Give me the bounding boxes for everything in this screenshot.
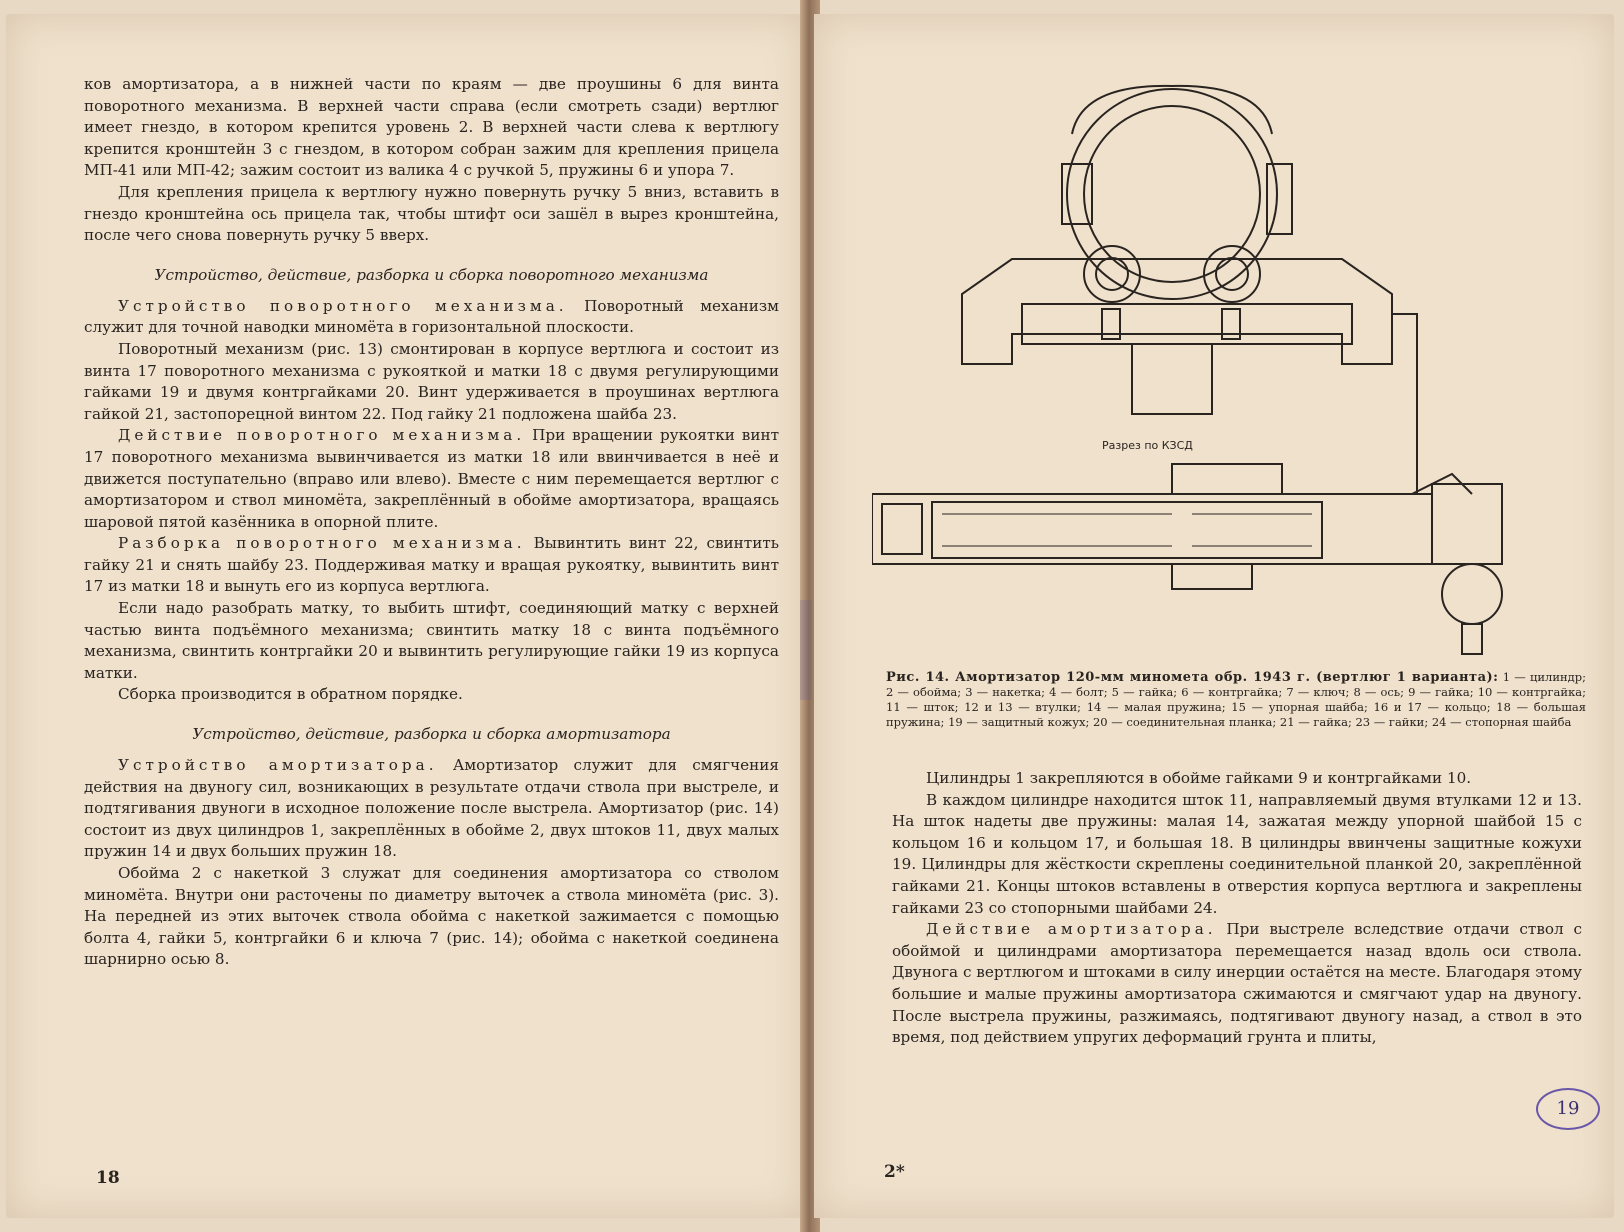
paragraph: Разборка поворотного механизма. Вывинтить винт 22, свинтить гайку 21 и снять шайбу 23. Поддерживая матку и вращая рукоятку, вывинтить винт 17 из матки 18 и вынуть его из корпуса вертлюга. [84,534,779,596]
right-page-text [892,768,1582,1049]
paragraph: Действие амортизатора. При выстреле вследствие отдачи ствол с обоймой и цилиндрами амортизатора перемещается назад вдоль оси ствола. Двуногa с вертлюгом и штоками в силу инерции остаётся на месте. Благодаря этому большие и малые пружины амортизатора сжимаются и смягчают удар на двуногу. После выстрела пружины, разжимаясь, подтягивают двуногу назад, а ствол в это время, под действием упругих деформаций грунта и плиты, [892,920,1582,1047]
signature-mark: 2* [884,1162,905,1182]
page-number: 18 [96,1168,120,1188]
paragraph: В каждом цилиндре находится шток 11, направляемый двумя втулками 12 и 13. На шток надеты две пружины: малая 14, зажатая между упорной шайбой 15 с кольцом 16 и кольцом 17, и большая 18. В цилиндры ввинчены защитные кожухи 19. Цилиндры для жёсткости скреплены соединительной планкой 20, закреплённой гайками 21. Концы штоков вставлены в отверстия корпуса вертлюга и закреплены гайками 23 со стопорными шайбами 24. [892,790,1582,917]
paragraph: Устройство амортизатора. Амортизатор служит для смягчения действия на двуногу сил, возникающих в результате отдачи ствола при выстреле, и подтягивания двуноги в исходное положение после выстрела. Амортизатор (рис. 14) состоит из двух цилиндров 1, закреплённых в обойме 2, двух штоков 11, двух малых пружин 14 и двух больших пружин 18. [84,756,779,861]
paragraph: Обойма 2 с накеткой 3 служат для соединения амортизатора со стволом миномёта. Внутри они расточены по диаметру выточек а ствола миномёта (рис. 3). На передней из этих выточек ствола обойма с накеткой зажимается с помощью болта 4, гайки 5, контргайки 6 и ключа 7 (рис. 14); обойма с накеткой соединена шарнирно осью 8. [84,864,779,969]
paragraph: ков амортизатора, а в нижней части по краям — две проушины 6 для винта поворотного механизма. В верхней части справа (если смотреть сзади) вертлюг имеет гнездо, в котором крепится уровень 2. В верхней части слева к вертлюгу крепится кронштейн 3 с гнездом, в котором собран зажим для крепления прицела МП-41 или МП-42; зажим состоит из валика 4 с ручкой 5, пружины 6 и упора 7. [84,75,779,180]
paragraph: Сборка производится в обратном порядке. [118,685,463,704]
run-in-heading: Устройство амортизатора. [118,756,438,775]
left-page [6,14,806,1218]
right-page [814,14,1614,1218]
caption-legend: 1 — цилиндр; 2 — обойма; 3 — накетка; 4 — болт; 5 — гайка; 6 — контргайка; 7 — ключ; 8 — ось; 9 — гайка; 10 — контргайка; 11 — шток; 12 и 13 — втулки; 14 — малая пружина; 15 — упорная шайба; 16 и 17 — кольцо; 18 — большая пружина; 19 — защитный кожух; 20 — соединительная планка; 21 — гайка; 23 — гайки; 24 — стопорная шайба [886,670,1586,729]
yoke-body [962,259,1392,364]
paragraph: Для крепления прицела к вертлюгу нужно повернуть ручку 5 вниз, вставить в гнездо кронштейна ось прицела так, чтобы штифт оси зашёл в вырез кронштейна, после чего снова повернуть ручку 5 вверх. [84,182,779,245]
ink-stain [800,600,812,700]
paragraph: Цилиндры 1 закрепляются в обойме гайками 9 и контргайками 10. [926,769,1472,787]
shock-absorber-drawing [872,74,1592,664]
paragraph: Устройство поворотного механизма. Поворотный механизм служит для точной наводки миномёта в горизонтальной плоскости. [84,296,779,337]
left-page-text [84,74,779,971]
run-in-heading: Устройство поворотного механизма. [118,296,568,315]
clamp-ring [1067,89,1277,299]
caption-title: Рис. 14. Амортизатор 120-мм миномета обр. 1943 г. (вертлюг 1 варианта): [886,670,1499,685]
page-number: 19 [1536,1088,1600,1130]
figure-caption [886,670,1586,730]
paragraph: Действие поворотного механизма. При вращении рукоятки винт 17 поворотного механизма вывинчивается из матки 18 или ввинчивается в неё и движется поступательно (вправо или влево). Вместе с ним перемещается вертлюг с амортизатором и ствол миномёта, закреплённый в обойме амортизатора, вращаясь шаровой пятой казённика в опорной плите. [84,426,779,531]
section-heading: Устройство, действие, разборка и сборка поворотного механизма [154,265,709,284]
cylinder-section [872,494,1432,564]
paragraph: Поворотный механизм (рис. 13) смонтирован в корпусе вертлюга и состоит из винта 17 поворотного механизма с рукояткой и матки 18 с двумя регулирующими гайками 19 и двумя контргайками 20. Винт удерживается в проушинах вертлюга гайкой 21, застопорецной винтом 22. Под гайку 21 подложена шайба 23. [84,339,779,423]
run-in-heading: Действие поворотного механизма. [118,426,526,445]
run-in-heading: Разборка поворотного механизма. [118,534,526,553]
run-in-heading: Действие амортизатора. [926,920,1217,939]
paragraph: Если надо разобрать матку, то выбить штифт, соединяющий матку с верхней частью винта подъёмного механизма; свинтить матку 18 с винта подъёмного механизма, свинтить контргайки 20 и вывинтить регулирующие гайки 19 из корпуса матки. [84,599,779,682]
section-label: Разрез по КЗСД [1102,439,1193,452]
section-heading: Устройство, действие, разборка и сборка амортизатора [192,725,671,744]
